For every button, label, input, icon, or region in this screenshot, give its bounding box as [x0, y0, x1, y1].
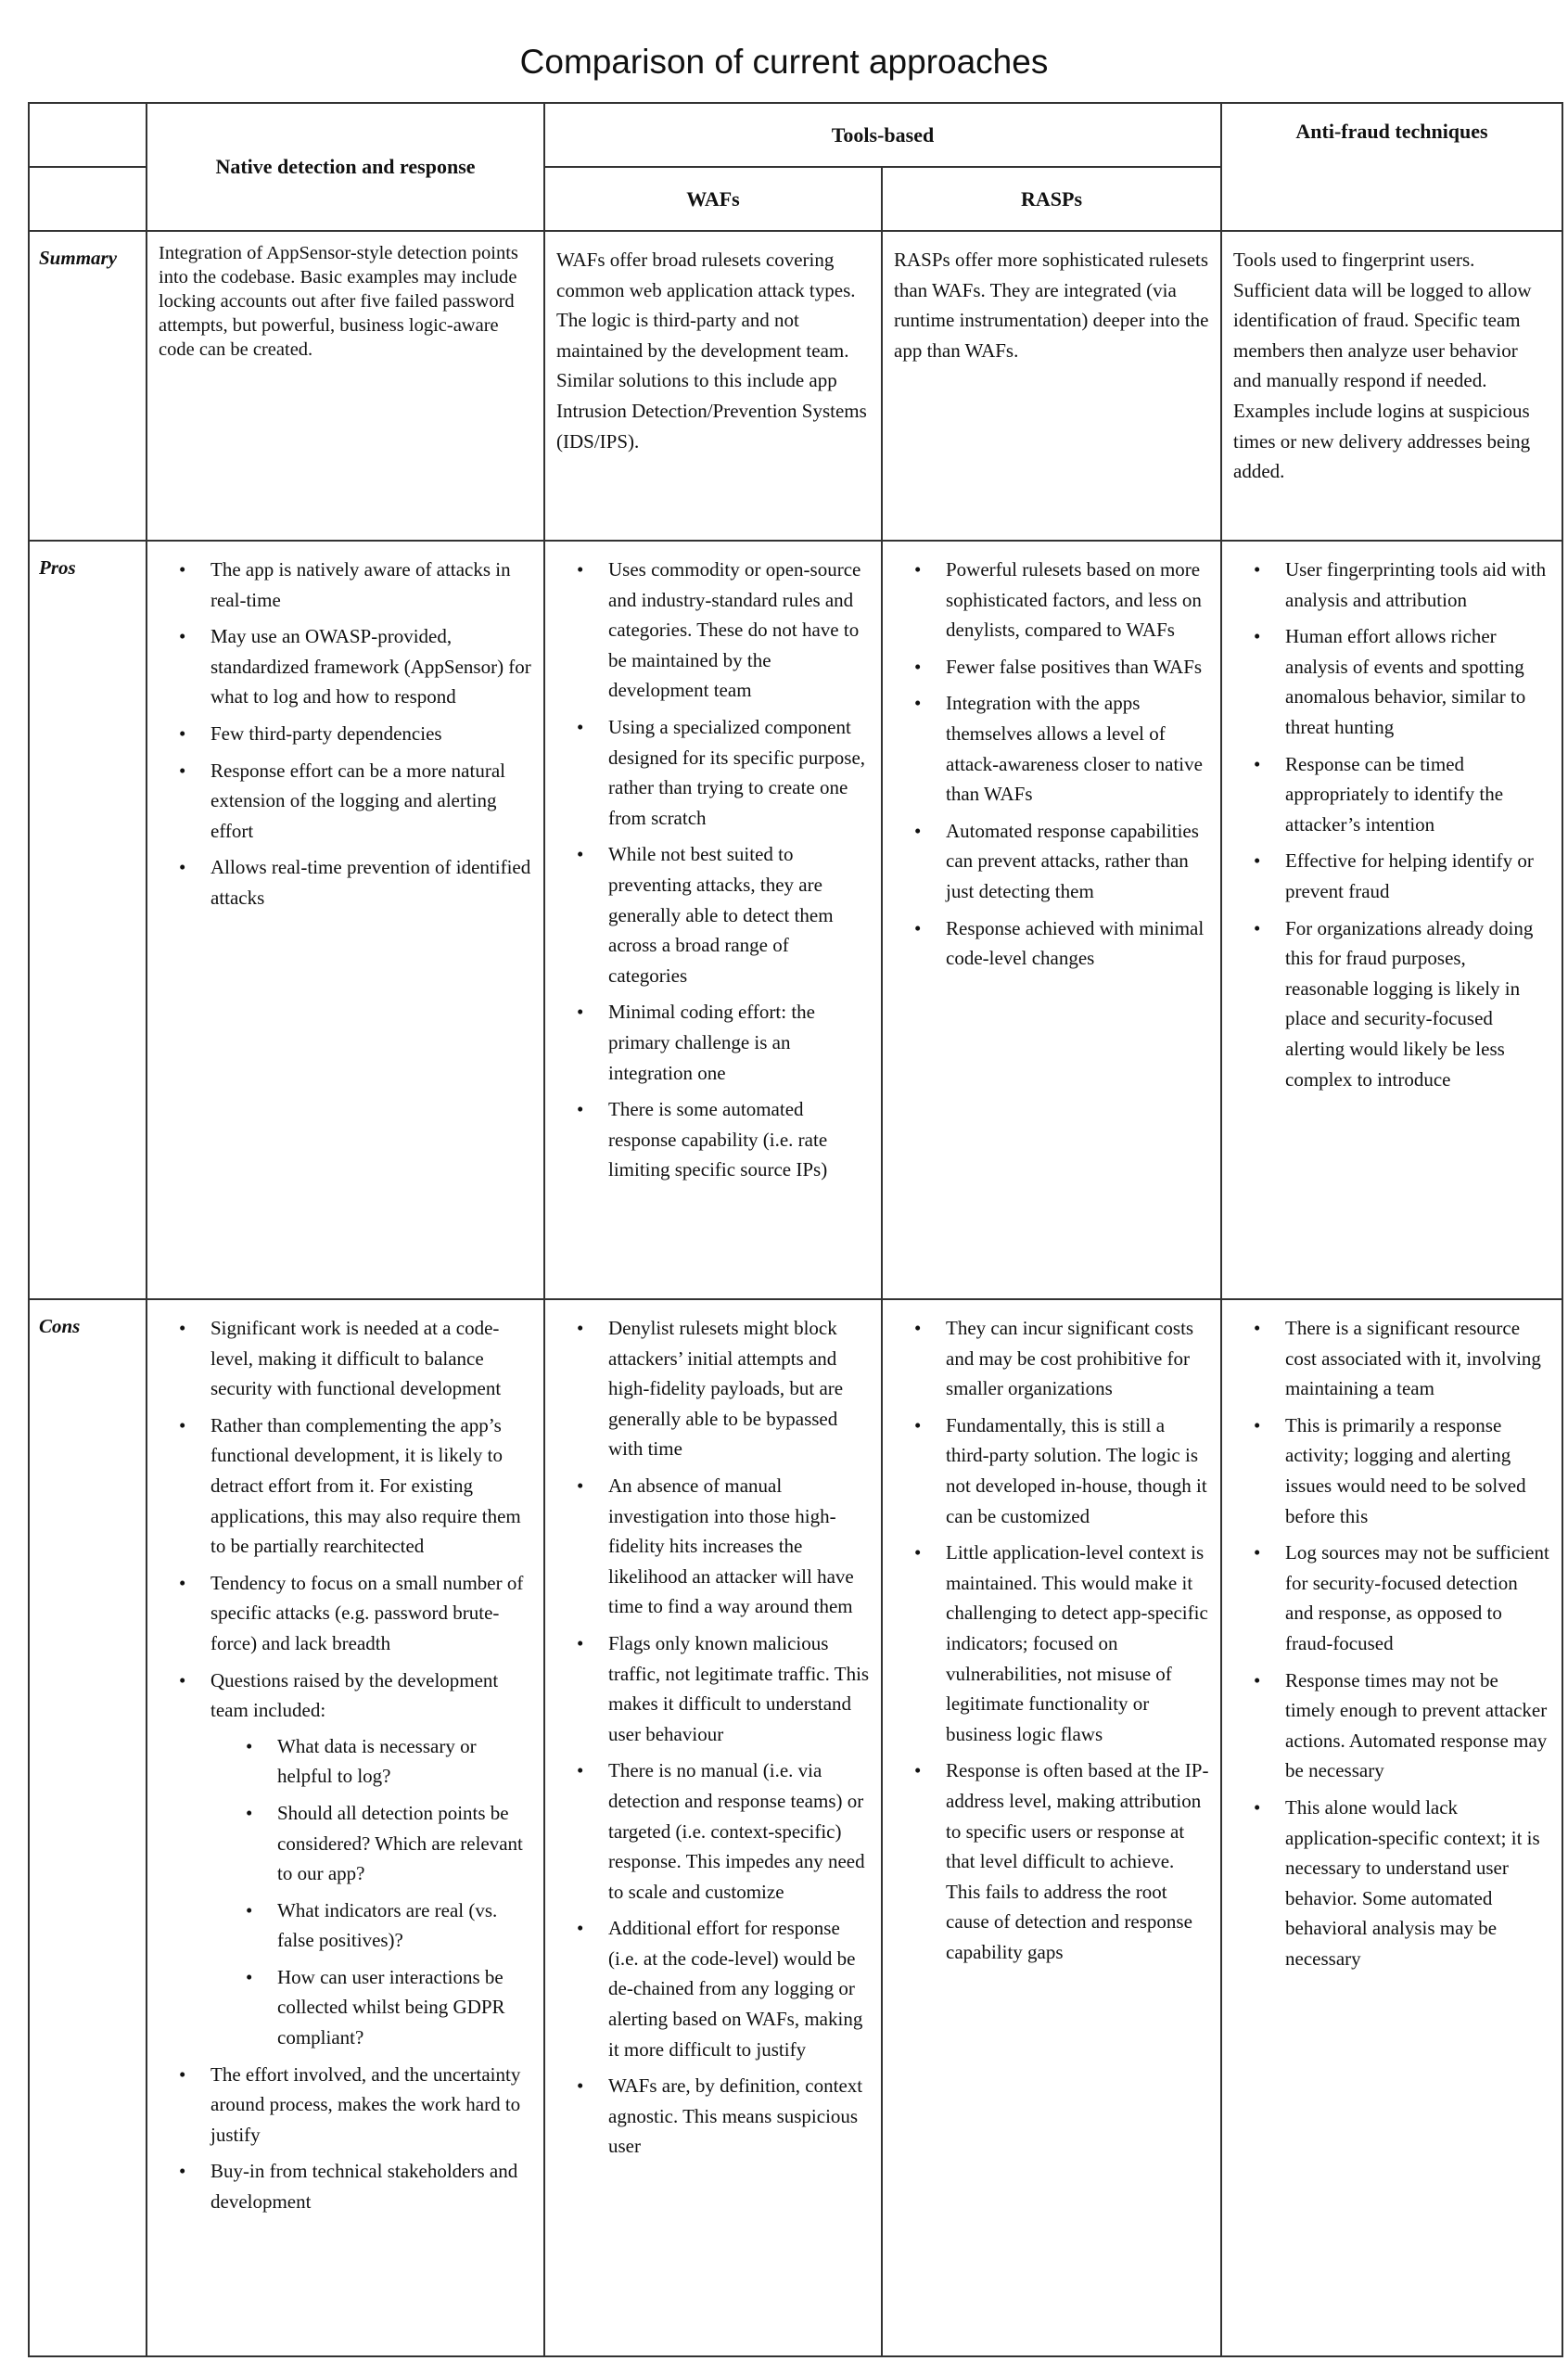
header-rasps: RASPs — [882, 167, 1221, 231]
cons-native-list — [159, 1313, 532, 2217]
list-item: • Human effort allows richer analysis of events and spotting anomalous behavior, similar to threat hunting — [1285, 621, 1550, 742]
cons-antifraud-list — [1233, 1313, 1550, 1973]
list-item: • Additional effort for response (i.e. at the code-level) would be de-chained from any logging or alerting based on WAFs, making it more difficult to justify — [608, 1913, 870, 2064]
list-item: • Tendency to focus on a small number of specific attacks (e.g. password brute-force) and lack breadth — [210, 1568, 532, 1659]
list-item: • Using a specialized component designed for its specific purpose, rather than trying to create one from scratch — [608, 712, 870, 833]
summary-wafs: WAFs offer broad rulesets covering common web application attack types. The logic is third-party and not maintained by the development team. Similar solutions to this include app Intrusion Detection/Prevention Systems (IDS/IPS). — [544, 231, 882, 541]
list-item: • Response achieved with minimal code-level changes — [946, 913, 1209, 974]
summary-antifraud: Tools used to fingerprint users. Sufficient data will be logged to allow identification of fraud. Specific team members then analyze user behavior and manually respond if needed. Examples include logins at suspicious times or new delivery addresses being added. — [1221, 231, 1562, 541]
list-item: • Minimal coding effort: the primary challenge is an integration one — [608, 997, 870, 1088]
list-item: • While not best suited to preventing attacks, they are generally able to detect them across a broad range of categories — [608, 839, 870, 990]
list-item: • Response is often based at the IP-address level, making attribution to specific users or response at that level difficult to achieve. This fails to address the root cause of detection and response capability gaps — [946, 1755, 1209, 1967]
list-item: • Fundamentally, this is still a third-party solution. The logic is not developed in-house, though it can be customized — [946, 1410, 1209, 1531]
page-title: Comparison of current approaches — [519, 43, 1049, 81]
list-item: • Integration with the apps themselves allows a level of attack-awareness closer to native than WAFs — [946, 688, 1209, 809]
list-item: • Automated response capabilities can prevent attacks, rather than just detecting them — [946, 816, 1209, 907]
questions-intro: Questions raised by the development team included: — [210, 1668, 499, 1722]
list-item: • What indicators are real (vs. false positives)? — [277, 1895, 532, 1956]
pros-antifraud — [1221, 541, 1562, 1299]
list-item: • User fingerprinting tools aid with analysis and attribution — [1285, 555, 1550, 615]
comparison-table — [28, 102, 1563, 2357]
list-item: • Effective for helping identify or prevent fraud — [1285, 846, 1550, 906]
list-item: • This alone would lack application-specific context; it is necessary to understand user behavior. Some automated behavioral analysis may be necessary — [1285, 1793, 1550, 1974]
list-item: • An absence of manual investigation into those high-fidelity hits increases the likelihood an attacker will have time to find a way around them — [608, 1471, 870, 1622]
pros-native-list — [159, 555, 532, 913]
pros-antifraud-list — [1233, 555, 1550, 1094]
cons-rasps — [882, 1299, 1221, 2356]
list-item: • Should all detection points be considered? Which are relevant to our app? — [277, 1798, 532, 1889]
list-item: • Denylist rulesets might block attackers’ initial attempts and high-fidelity payloads, but are generally able to be bypassed with time — [608, 1313, 870, 1464]
list-item: • For organizations already doing this for fraud purposes, reasonable logging is likely in place and security-focused alerting would likely be less complex to introduce — [1285, 913, 1550, 1095]
list-item: • There is a significant resource cost associated with it, involving maintaining a team — [1285, 1313, 1550, 1404]
row-pros — [29, 541, 1562, 1299]
pros-native — [147, 541, 544, 1299]
list-item: • The app is natively aware of attacks in real-time — [210, 555, 532, 615]
header-native: Native detection and response — [147, 103, 544, 231]
list-item: • Uses commodity or open-source and industry-standard rules and categories. These do not have to be maintained by the development team — [608, 555, 870, 706]
pros-rasps-list — [894, 555, 1209, 974]
summary-native: Integration of AppSensor-style detection points into the codebase. Basic examples may include locking accounts out after five failed password attempts, but powerful, business logic-aware code can be created. — [147, 231, 544, 541]
list-item: • Few third-party dependencies — [210, 719, 532, 749]
list-item — [210, 1666, 532, 2053]
pros-rasps — [882, 541, 1221, 1299]
corner-cell-top — [29, 103, 147, 167]
row-label-pros: Pros — [29, 541, 147, 1299]
list-item: • Flags only known malicious traffic, not legitimate traffic. This makes it difficult to understand user behaviour — [608, 1628, 870, 1749]
list-item: • Significant work is needed at a code-level, making it difficult to balance security with functional development — [210, 1313, 532, 1404]
list-item: • Little application-level context is maintained. This would make it challenging to detect app-specific indicators; focused on vulnerabilities, not misuse of legitimate functionality or business logic flaws — [946, 1538, 1209, 1749]
header-anti-fraud: Anti-fraud techniques — [1221, 103, 1562, 231]
list-item: • Buy-in from technical stakeholders and development — [210, 2156, 532, 2216]
list-item: • Powerful rulesets based on more sophisticated factors, and less on denylists, compared to WAFs — [946, 555, 1209, 645]
list-item: • There is some automated response capability (i.e. rate limiting specific source IPs) — [608, 1094, 870, 1185]
list-item: • This is primarily a response activity; logging and alerting issues would need to be solved before this — [1285, 1410, 1550, 1531]
header-row-top — [29, 103, 1562, 167]
row-cons — [29, 1299, 1562, 2356]
cons-native — [147, 1299, 544, 2356]
corner-cell-bottom — [29, 167, 147, 231]
list-item: • Fewer false positives than WAFs — [946, 652, 1209, 683]
row-label-summary: Summary — [29, 231, 147, 541]
header-tools-based: Tools-based — [544, 103, 1221, 167]
list-item: • They can incur significant costs and may be cost prohibitive for smaller organizations — [946, 1313, 1209, 1404]
list-item: • What data is necessary or helpful to log? — [277, 1731, 532, 1792]
pros-wafs — [544, 541, 882, 1299]
list-item: • Log sources may not be sufficient for security-focused detection and response, as opposed to fraud-focused — [1285, 1538, 1550, 1658]
list-item: • The effort involved, and the uncertainty around process, makes the work hard to justify — [210, 2060, 532, 2151]
list-item: • Response times may not be timely enough to prevent attacker actions. Automated response may be necessary — [1285, 1666, 1550, 1786]
questions-list — [210, 1731, 532, 2053]
cons-antifraud — [1221, 1299, 1562, 2356]
list-item: • Rather than complementing the app’s functional development, it is likely to detract effort from it. For existing applications, this may also require them to be partially rearchitected — [210, 1410, 532, 1562]
list-item: • Response can be timed appropriately to identify the attacker’s intention — [1285, 749, 1550, 840]
list-item: • How can user interactions be collected whilst being GDPR compliant? — [277, 1962, 532, 2053]
list-item: • May use an OWASP-provided, standardized framework (AppSensor) for what to log and how to respond — [210, 621, 532, 712]
cons-wafs-list — [556, 1313, 870, 2162]
cons-wafs — [544, 1299, 882, 2356]
list-item: • There is no manual (i.e. via detection and response teams) or targeted (i.e. context-specific) response. This impedes any need to scale and customize — [608, 1755, 870, 1907]
row-summary — [29, 231, 1562, 541]
pros-wafs-list — [556, 555, 870, 1185]
list-item: • Response effort can be a more natural extension of the logging and alerting effort — [210, 756, 532, 847]
cons-rasps-list — [894, 1313, 1209, 1967]
list-item: • Allows real-time prevention of identified attacks — [210, 852, 532, 913]
row-label-cons: Cons — [29, 1299, 147, 2356]
list-item: • WAFs are, by definition, context agnostic. This means suspicious user — [608, 2071, 870, 2162]
header-wafs: WAFs — [544, 167, 882, 231]
summary-rasps: RASPs offer more sophisticated rulesets than WAFs. They are integrated (via runtime instrumentation) deeper into the app than WAFs. — [882, 231, 1221, 541]
